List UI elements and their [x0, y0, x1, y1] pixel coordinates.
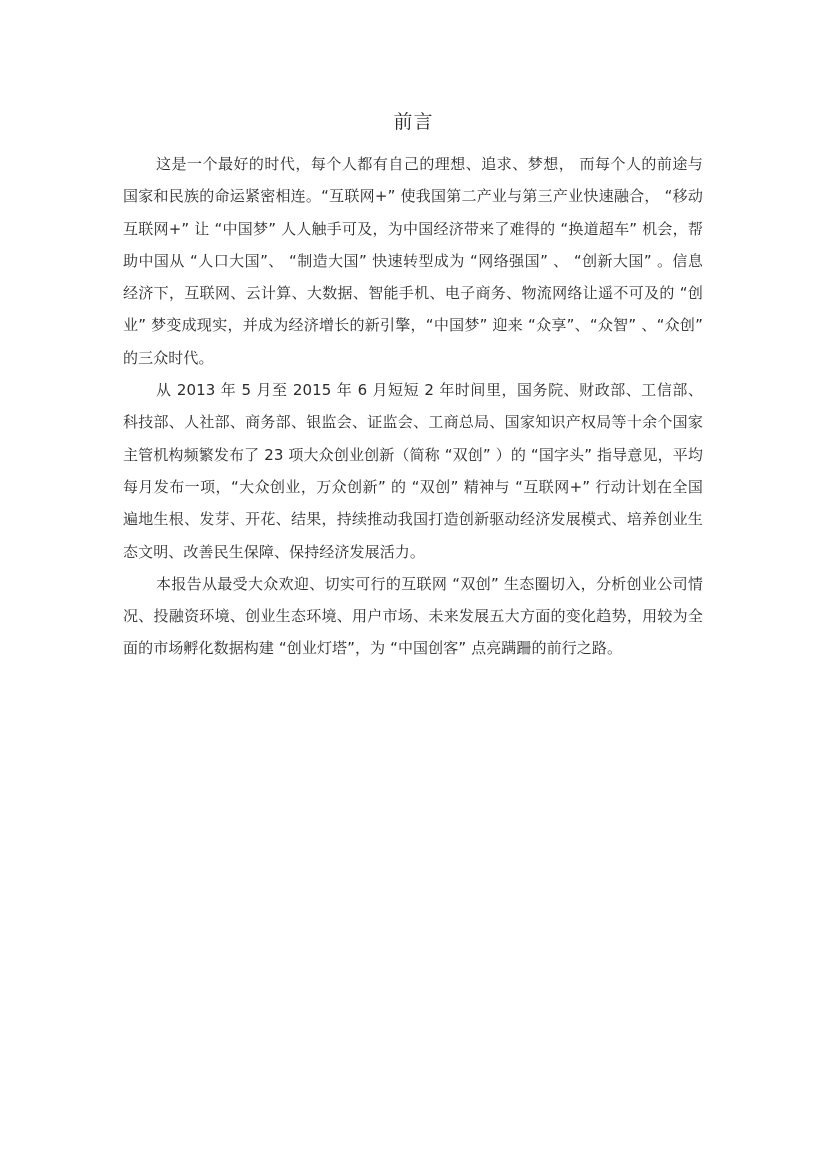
paragraph-3: 本报告从最受大众欢迎、切实可行的互联网 “双创” 生态圈切入，分析创业公司情况、投融资环境、创业生态环境、用户市场、未来发展五大方面的变化趋势，用较为全面的市场孵化数据构建 “创业灯塔”，为 “中国创客” 点亮蹒跚的前行之路。: [123, 574, 703, 658]
document-body: [123, 148, 703, 665]
paragraph-1: 这是一个最好的时代，每个人都有自己的理想、追求、梦想， 而每个人的前途与国家和民族的命运紧密相连。“互联网+” 使我国第二产业与第三产业快速融合， “移动互联网+” 让 “中国梦” 人人触手可及，为中国经济带来了难得的 “换道超车” 机会，帮助中国从 “人口大国”、 “制造大国” 快速转型成为 “网络强国” 、 “创新大国” 。信息经济下，互联网、云计算、大数据、智能手机、电子商务、物流网络让遥不可及的 “创业” 梦变成现实，并成为经济增长的新引擎，“中国梦” 迎来 “众享”、“众智” 、“众创” 的三众时代。: [123, 155, 703, 367]
paragraph-2: 从 2013 年 5 月至 2015 年 6 月短短 2 年时间里，国务院、财政部、工信部、科技部、人社部、商务部、银监会、证监会、工商总局、国家知识产权局等十余个国家主管机构频繁发布了 23 项大众创业创新（简称 “双创” ）的 “国字头” 指导意见，平均每月发布一项，“大众创业，万众创新” 的 “双创” 精神与 “互联网+” 行动计划在全国遍地生根、发芽、开花、结果，持续推动我国打造创新驱动经济发展模式、培养创业生态文明、改善民生保障、保持经济发展活力。: [123, 381, 703, 561]
page-title: 前言: [393, 111, 434, 133]
